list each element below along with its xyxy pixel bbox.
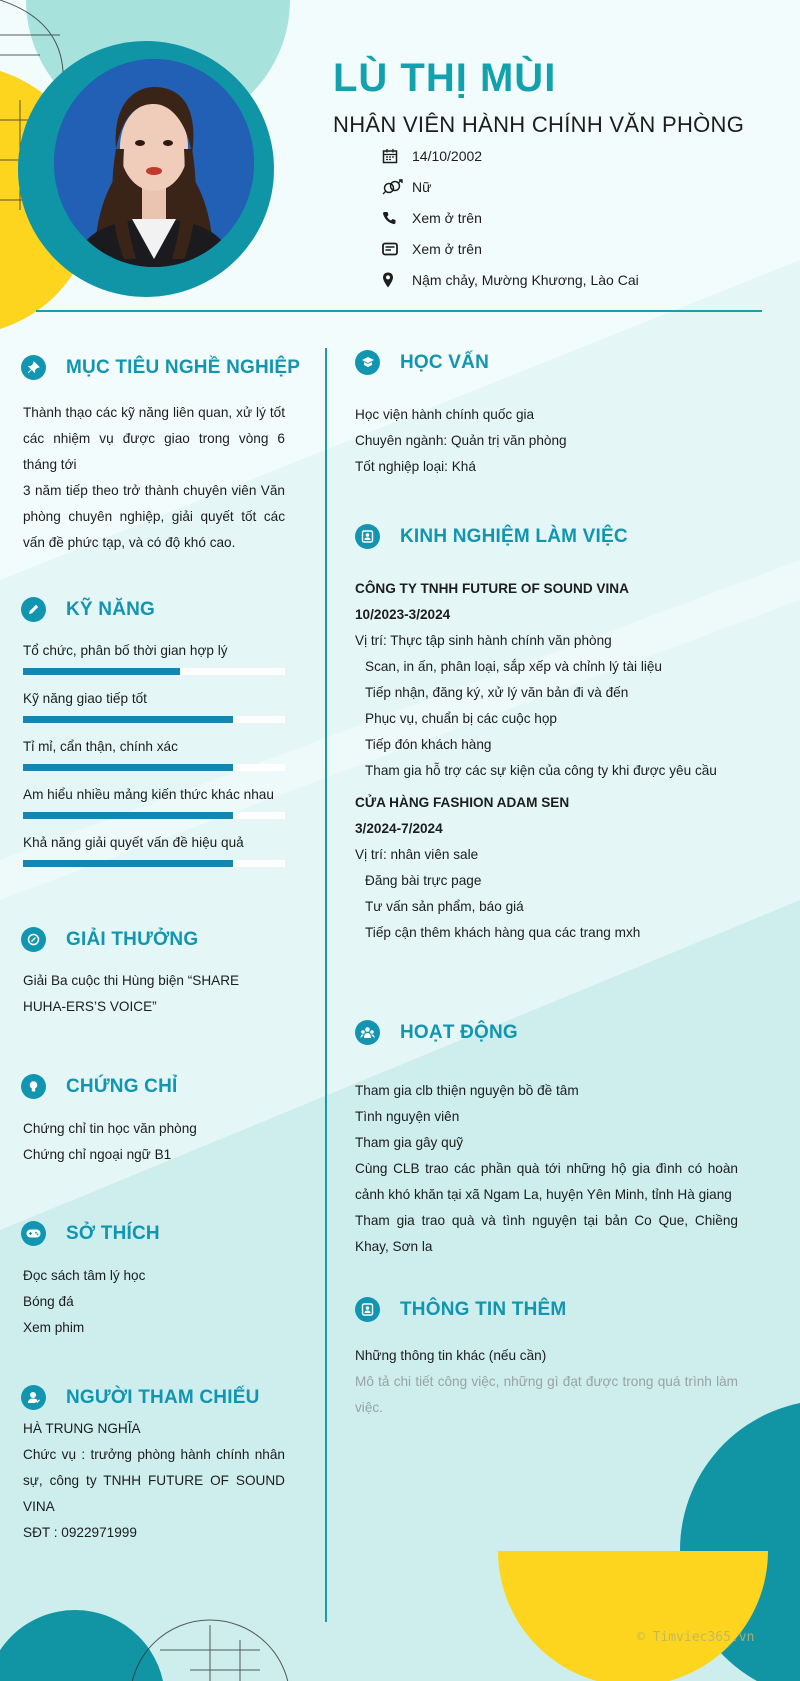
section-title: THÔNG TIN THÊM xyxy=(400,1298,567,1320)
education-line: Học viện hành chính quốc gia xyxy=(355,407,535,422)
section-skills-header xyxy=(21,597,155,622)
contact-info-list xyxy=(382,140,639,295)
candidate-name: LÙ THỊ MÙI xyxy=(333,56,557,100)
experience-job-1 xyxy=(355,576,755,784)
address-text: Nậm chảy, Mường Khương, Lào Cai xyxy=(412,271,639,288)
certificate-item: Chứng chỉ tin học văn phòng xyxy=(23,1121,197,1136)
skill-item xyxy=(23,641,285,675)
job-task: Tham gia hỗ trợ các sự kiện của công ty khi được yêu cầu xyxy=(365,763,717,778)
job-task: Tiếp cận thêm khách hàng qua các trang mxh xyxy=(365,925,641,940)
education-line: Chuyên ngành: Quản trị văn phòng xyxy=(355,433,567,448)
info-row-birthday xyxy=(382,140,639,171)
job-company: CÔNG TY TNHH FUTURE OF SOUND VINA xyxy=(355,581,629,596)
section-awards-header xyxy=(21,927,198,952)
hobby-item: Đọc sách tâm lý học xyxy=(23,1268,146,1283)
info-row-email xyxy=(382,233,639,264)
activity-item: Tham gia trao quà và tình nguyện tại bản Co Que, Chiềng Khay, Sơn la xyxy=(355,1213,738,1254)
reference-position: Chức vụ : trưởng phòng hành chính nhân sự, công ty TNHH FUTURE OF SOUND VINA xyxy=(23,1447,285,1514)
skill-label: Kỹ năng giao tiếp tốt xyxy=(23,691,147,706)
skill-item xyxy=(23,785,285,819)
phone-icon xyxy=(382,208,412,228)
section-additional-header xyxy=(355,1297,566,1322)
section-title: CHỨNG CHỈ xyxy=(66,1075,178,1097)
job-task: Đăng bài trực page xyxy=(365,873,482,888)
section-title: SỞ THÍCH xyxy=(66,1222,160,1244)
skill-label: Tổ chức, phân bố thời gian hợp lý xyxy=(23,643,228,658)
skill-label: Khả năng giải quyết vấn đề hiệu quả xyxy=(23,835,244,850)
additional-placeholder: Mô tả chi tiết công việc, những gì đạt được trong quá trình làm việc. xyxy=(355,1374,738,1415)
job-position: Vị trí: nhân viên sale xyxy=(355,847,479,862)
skill-label: Tỉ mỉ, cẩn thận, chính xác xyxy=(23,739,178,754)
gamepad-icon xyxy=(21,1221,46,1246)
section-experience-header xyxy=(355,524,628,549)
hobbies-list xyxy=(23,1263,285,1341)
section-title: NGƯỜI THAM CHIẾU xyxy=(66,1386,260,1408)
bulb-icon xyxy=(21,1074,46,1099)
skill-bar-fill xyxy=(23,668,180,675)
skill-bar-fill xyxy=(23,860,233,867)
email-icon xyxy=(382,239,412,259)
job-task: Scan, in ấn, phân loại, sắp xếp và chỉnh lý tài liệu xyxy=(365,659,662,674)
id-badge-icon xyxy=(355,524,380,549)
section-certificates-header xyxy=(21,1074,178,1099)
references-block xyxy=(23,1416,285,1546)
section-title: KỸ NĂNG xyxy=(66,598,156,620)
section-education-header xyxy=(355,350,489,375)
certificates-list xyxy=(23,1116,285,1168)
job-period: 3/2024-7/2024 xyxy=(355,821,443,836)
pin-icon xyxy=(21,355,46,380)
activity-item: Tình nguyện viên xyxy=(355,1109,460,1124)
reference-phone: SĐT : 0922971999 xyxy=(23,1525,137,1540)
graduation-icon xyxy=(355,350,380,375)
section-title: MỤC TIÊU NGHỀ NGHIỆP xyxy=(66,356,301,378)
skill-bar-track xyxy=(23,812,285,819)
skill-bar-fill xyxy=(23,812,233,819)
additional-info xyxy=(355,1343,738,1421)
hobby-item: Bóng đá xyxy=(23,1294,74,1309)
reference-name: HÀ TRUNG NGHĨA xyxy=(23,1421,141,1436)
section-title: HỌC VẤN xyxy=(400,351,490,373)
location-pin-icon xyxy=(382,270,412,290)
skill-bar-track xyxy=(23,716,285,723)
section-title: HOẠT ĐỘNG xyxy=(400,1021,518,1043)
skill-bar-fill xyxy=(23,716,233,723)
info-row-gender xyxy=(382,171,639,202)
education-list xyxy=(355,402,738,480)
objective-text: Thành thạo các kỹ năng liên quan, xử lý tốt các nhiệm vụ được giao trong vòng 6 tháng tới 3 năm tiếp theo trở thành chuyên viên Văn phòng chuyên nghiệp, giải quyết tốt các vấn đề phức tạp, và có độ khó cao. xyxy=(23,405,285,550)
birthday-text: 14/10/2002 xyxy=(412,147,483,164)
gender-text: Nữ xyxy=(412,178,432,195)
id-badge-icon xyxy=(355,1297,380,1322)
skill-bar-track xyxy=(23,668,285,675)
medal-icon xyxy=(21,927,46,952)
group-icon xyxy=(355,1020,380,1045)
job-period: 10/2023-3/2024 xyxy=(355,607,451,622)
certificate-item: Chứng chỉ ngoại ngữ B1 xyxy=(23,1147,172,1162)
job-title: NHÂN VIÊN HÀNH CHÍNH VĂN PHÒNG xyxy=(333,112,745,137)
header-divider xyxy=(36,310,762,312)
skill-item xyxy=(23,737,285,771)
job-task: Tiếp đón khách hàng xyxy=(365,737,492,752)
watermark: © Timviec365.vn xyxy=(637,1630,755,1645)
section-references-header xyxy=(21,1385,260,1410)
job-task: Tư vấn sản phẩm, báo giá xyxy=(365,899,524,914)
activity-item: Tham gia clb thiện nguyện bồ đề tâm xyxy=(355,1083,579,1098)
section-objective-header xyxy=(21,355,300,380)
section-title: GIẢI THƯỞNG xyxy=(66,928,199,950)
skill-bar-track xyxy=(23,764,285,771)
job-position: Vị trí: Thực tập sinh hành chính văn phòng xyxy=(355,633,612,648)
job-task: Phục vụ, chuẩn bị các cuộc họp xyxy=(365,711,557,726)
avatar xyxy=(54,59,254,267)
job-company: CỬA HÀNG FASHION ADAM SEN xyxy=(355,795,570,810)
phone-text: Xem ở trên xyxy=(412,209,482,226)
education-line: Tốt nghiệp loại: Khá xyxy=(355,459,476,474)
avatar-frame xyxy=(18,41,274,297)
awards-text: Giải Ba cuộc thi Hùng biện “SHARE HUHA-ERS’S VOICE” xyxy=(23,973,240,1014)
info-row-phone xyxy=(382,202,639,233)
info-row-address xyxy=(382,264,639,295)
person-icon xyxy=(21,1385,46,1410)
email-text: Xem ở trên xyxy=(412,240,482,257)
job-task: Tiếp nhận, đăng ký, xử lý văn bản đi và đến xyxy=(365,685,629,700)
profile-photo xyxy=(54,59,254,267)
section-hobbies-header xyxy=(21,1221,160,1246)
skill-bar-track xyxy=(23,860,285,867)
section-activities-header xyxy=(355,1020,518,1045)
hobby-item: Xem phim xyxy=(23,1320,85,1335)
skill-item xyxy=(23,689,285,723)
gender-icon xyxy=(382,177,412,197)
pencil-icon xyxy=(21,597,46,622)
additional-line: Những thông tin khác (nếu cần) xyxy=(355,1348,547,1363)
activity-item: Tham gia gây quỹ xyxy=(355,1135,464,1150)
skill-label: Am hiểu nhiều mảng kiến thức khác nhau xyxy=(23,787,274,802)
skill-item xyxy=(23,833,285,867)
column-divider xyxy=(325,348,327,1622)
activities-list xyxy=(355,1078,738,1260)
experience-job-2 xyxy=(355,790,755,946)
section-title: KINH NGHIỆM LÀM VIỆC xyxy=(400,525,628,547)
skill-bar-fill xyxy=(23,764,233,771)
calendar-icon xyxy=(382,146,412,166)
activity-item: Cùng CLB trao các phần quà tới những hộ gia đình có hoàn cảnh khó khăn tại xã Ngam La, huyện Yên Minh, tỉnh Hà giang xyxy=(355,1161,738,1202)
